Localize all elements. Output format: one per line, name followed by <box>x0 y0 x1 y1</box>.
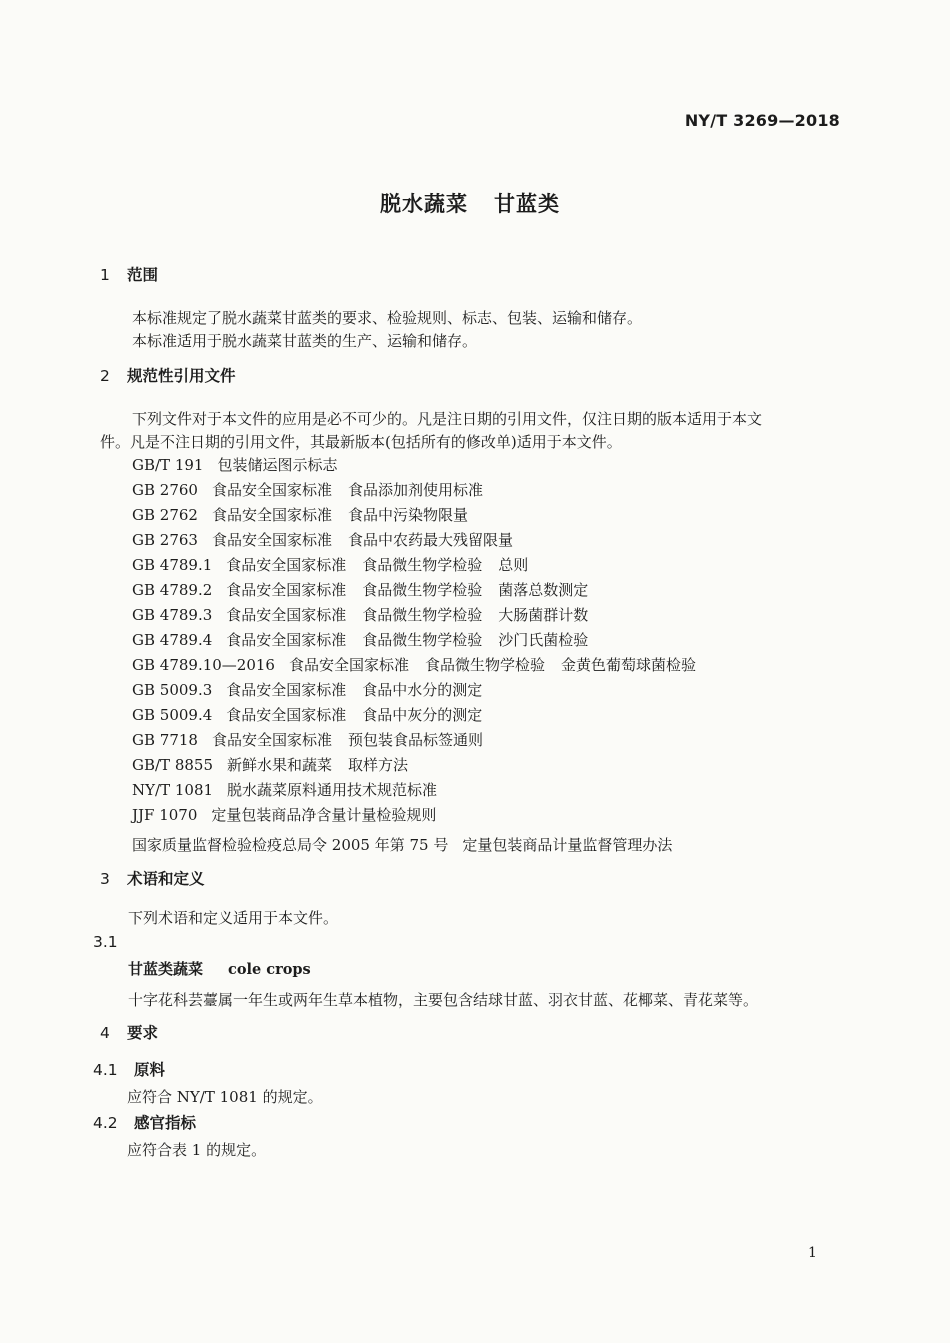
reference-item: GB 2762 食品安全国家标准 食品中污染物限量 <box>132 506 468 524</box>
section-3-heading: 3 术语和定义 <box>100 870 205 888</box>
reference-item: GB 4789.2 食品安全国家标准 食品微生物学检验 菌落总数测定 <box>132 581 589 599</box>
section-3-1-number: 3.1 <box>93 933 118 951</box>
reference-item: GB/T 8855 新鲜水果和蔬菜 取样方法 <box>132 756 409 774</box>
title-part-1: 脱水蔬菜 <box>380 192 468 216</box>
reference-item: GB 5009.3 食品安全国家标准 食品中水分的测定 <box>132 681 483 699</box>
reference-item: 国家质量监督检验检疫总局令 2005 年第 75 号 定量包装商品计量监督管理办法 <box>132 836 673 854</box>
section-4-heading: 4 要求 <box>100 1024 159 1042</box>
section-4-1-text: 应符合 NY/T 1081 的规定。 <box>127 1088 323 1106</box>
standard-number: NY/T 3269—2018 <box>684 111 840 130</box>
section-1-paragraph-1: 本标准规定了脱水蔬菜甘蓝类的要求、检验规则、标志、包装、运输和储存。 <box>132 309 643 327</box>
reference-item: GB 2763 食品安全国家标准 食品中农药最大残留限量 <box>132 531 513 549</box>
term-chinese: 甘蓝类蔬菜 <box>128 960 204 978</box>
reference-item: GB 4789.3 食品安全国家标准 食品微生物学检验 大肠菌群计数 <box>132 606 589 624</box>
section-1-heading: 1 范围 <box>100 266 159 284</box>
document-title <box>0 194 940 215</box>
section-2-intro-line-1: 下列文件对于本文件的应用是必不可少的。凡是注日期的引用文件，仅注日期的版本适用于本文 <box>132 410 763 428</box>
section-4-2-heading: 4.2 感官指标 <box>93 1114 197 1132</box>
reference-item: GB 4789.1 食品安全国家标准 食品微生物学检验 总则 <box>132 556 529 574</box>
section-2-intro-line-2: 件。凡是不注日期的引用文件，其最新版本(包括所有的修改单)适用于本文件。 <box>100 433 622 451</box>
section-4-1-heading: 4.1 原料 <box>93 1061 166 1079</box>
reference-item: GB 2760 食品安全国家标准 食品添加剂使用标准 <box>132 481 483 499</box>
section-1-paragraph-2: 本标准适用于脱水蔬菜甘蓝类的生产、运输和储存。 <box>132 332 478 350</box>
reference-item: GB 4789.4 食品安全国家标准 食品微生物学检验 沙门氏菌检验 <box>132 631 589 649</box>
reference-item: GB 5009.4 食品安全国家标准 食品中灰分的测定 <box>132 706 483 724</box>
section-3-intro: 下列术语和定义适用于本文件。 <box>128 909 339 927</box>
reference-item: JJF 1070 定量包装商品净含量计量检验规则 <box>132 806 437 824</box>
reference-item: GB 7718 食品安全国家标准 预包装食品标签通则 <box>132 731 483 749</box>
section-4-2-text: 应符合表 1 的规定。 <box>127 1141 267 1159</box>
reference-item: GB/T 191 包装储运图示标志 <box>132 456 338 474</box>
term-definition: 十字花科芸薹属一年生或两年生草本植物，主要包含结球甘蓝、羽衣甘蓝、花椰菜、青花菜等。 <box>128 991 759 1009</box>
section-2-heading: 2 规范性引用文件 <box>100 367 236 385</box>
page-number: 1 <box>808 1245 817 1261</box>
title-part-2: 甘蓝类 <box>494 192 560 216</box>
reference-item: NY/T 1081 脱水蔬菜原料通用技术规范标准 <box>132 781 438 799</box>
term-english: cole crops <box>228 961 311 978</box>
reference-item: GB 4789.10—2016 食品安全国家标准 食品微生物学检验 金黄色葡萄球菌检验 <box>132 656 697 674</box>
